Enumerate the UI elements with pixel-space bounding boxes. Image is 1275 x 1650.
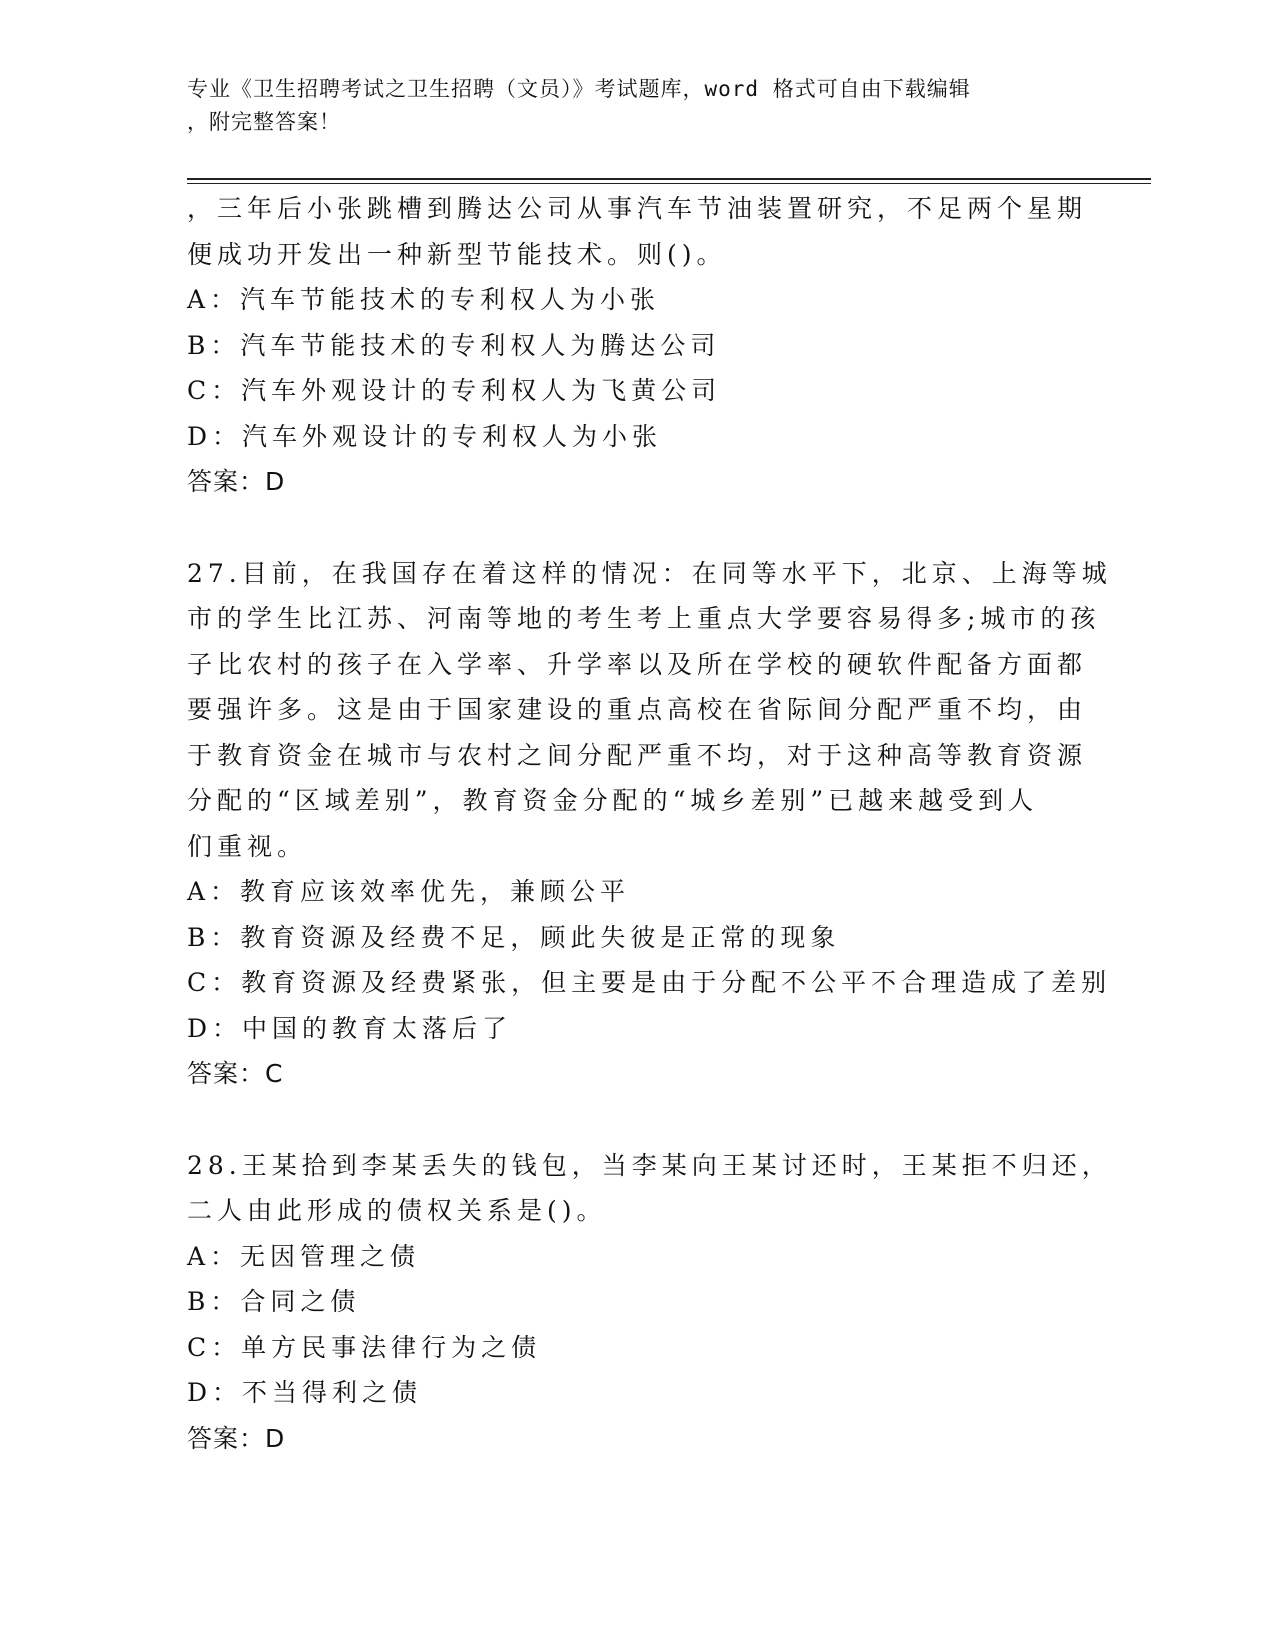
option-d: D：汽车外观设计的专利权人为小张 bbox=[187, 421, 663, 451]
question-text-line: 要强许多。这是由于国家建设的重点高校在省际间分配严重不均，由 bbox=[187, 695, 1088, 724]
header-line-2: ，附完整答案！ bbox=[187, 110, 341, 134]
option-b: B：合同之债 bbox=[187, 1287, 361, 1316]
question-26 bbox=[187, 186, 1087, 505]
answer-label: 答案：D bbox=[187, 467, 286, 496]
question-text-line: ，三年后小张跳槽到腾达公司从事汽车节油装置研究，不足两个星期 bbox=[187, 194, 1088, 223]
question-28 bbox=[187, 1143, 1112, 1462]
question-text-line: 便成功开发出一种新型节能技术。则()。 bbox=[187, 239, 727, 269]
answer-label: 答案：C bbox=[187, 1059, 284, 1088]
option-a: A：无因管理之债 bbox=[187, 1241, 421, 1271]
question-spacer bbox=[187, 505, 1087, 551]
header-line-1: 专业《卫生招聘考试之卫生招聘（文员）》考试题库，word 格式可自由下载编辑 bbox=[187, 77, 971, 101]
option-c: C：单方民事法律行为之债 bbox=[187, 1332, 542, 1362]
question-text-line: 27.目前，在我国存在着这样的情况：在同等水平下，北京、上海等城 bbox=[187, 558, 1112, 588]
question-text-line: 子比农村的孩子在入学率、升学率以及所在学校的硬软件配备方面都 bbox=[187, 649, 1088, 679]
option-b: B：教育资源及经费不足，顾此失彼是正常的现象 bbox=[187, 922, 841, 952]
option-c: C：汽车外观设计的专利权人为飞黄公司 bbox=[187, 376, 722, 405]
option-d: D：中国的教育太落后了 bbox=[187, 1013, 513, 1043]
question-list bbox=[187, 186, 1112, 1461]
option-d: D：不当得利之债 bbox=[187, 1378, 423, 1407]
question-text-line: 们重视。 bbox=[187, 831, 308, 861]
question-text-line: 分配的“区域差别”，教育资金分配的“城乡差别”已越来越受到人 bbox=[187, 786, 1039, 815]
header-divider-thick bbox=[187, 178, 1151, 180]
header-divider-thin bbox=[187, 183, 1151, 184]
question-text-line: 于教育资金在城市与农村之间分配严重不均，对于这种高等教育资源 bbox=[187, 740, 1088, 770]
option-c: C：教育资源及经费紧张，但主要是由于分配不公平不合理造成了差别 bbox=[187, 968, 1112, 997]
option-b: B：汽车节能技术的专利权人为腾达公司 bbox=[187, 330, 721, 360]
question-spacer bbox=[187, 1097, 1087, 1143]
question-text-line: 28.王某拾到李某丢失的钱包，当李某向王某讨还时，王某拒不归还， bbox=[187, 1150, 1112, 1180]
option-a: A：汽车节能技术的专利权人为小张 bbox=[187, 285, 661, 314]
question-27 bbox=[187, 551, 1112, 1097]
option-a: A：教育应该效率优先，兼顾公平 bbox=[187, 877, 631, 906]
question-text-line: 市的学生比江苏、河南等地的考生考上重点大学要容易得多;城市的孩 bbox=[187, 604, 1101, 633]
question-text-line: 二人由此形成的债权关系是()。 bbox=[187, 1196, 607, 1225]
document-header bbox=[187, 73, 1067, 139]
answer-label: 答案：D bbox=[187, 1423, 286, 1453]
